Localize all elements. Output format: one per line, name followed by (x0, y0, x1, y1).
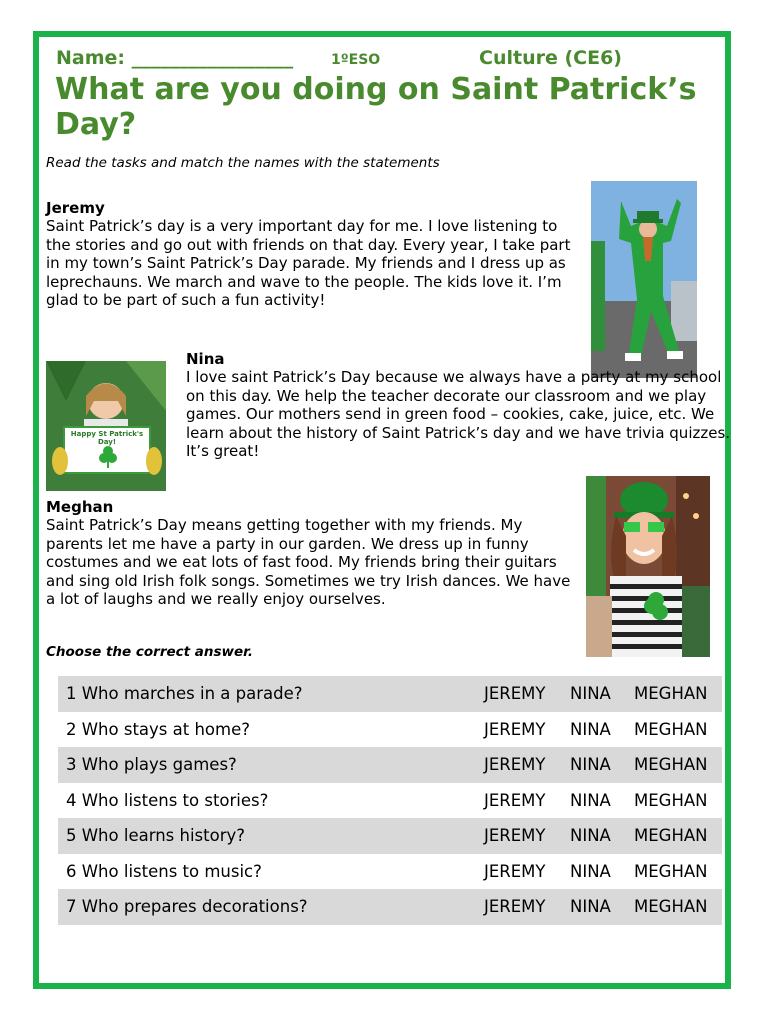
question-row (58, 747, 722, 783)
answer-option-meghan[interactable]: MEGHAN (634, 790, 708, 810)
answer-option-meghan[interactable]: MEGHAN (634, 826, 708, 846)
answer-option-jeremy[interactable]: JEREMY (484, 861, 546, 881)
answer-option-nina[interactable]: NINA (570, 684, 611, 704)
question-row (58, 783, 722, 819)
question-text: 6 Who listens to music? (66, 861, 262, 881)
meghan-text: Saint Patrick’s Day means getting together with my friends. My parents let me have a party in our garden. We dress up in funny costumes and we eat lots of fast food. My friends bring their guitars and sing old Irish folk songs. Sometimes we try Irish dances. We have a lot of laughs and we really enjoy ourselves. (46, 516, 571, 608)
question-text: 4 Who listens to stories? (66, 790, 269, 810)
jeremy-parade-photo (591, 181, 697, 378)
answer-option-nina[interactable]: NINA (570, 719, 611, 739)
nina-section (186, 350, 731, 461)
nina-name: Nina (186, 350, 225, 368)
answer-option-nina[interactable]: NINA (570, 755, 611, 775)
answer-option-nina[interactable]: NINA (570, 861, 611, 881)
meghan-name: Meghan (46, 498, 114, 516)
answer-option-jeremy[interactable]: JEREMY (484, 826, 546, 846)
choose-instruction: Choose the correct answer. (46, 644, 254, 660)
questions-table (58, 676, 722, 925)
meghan-party-photo (586, 476, 710, 657)
answer-option-jeremy[interactable]: JEREMY (484, 719, 546, 739)
answer-option-nina[interactable]: NINA (570, 826, 611, 846)
question-text: 3 Who plays games? (66, 755, 237, 775)
answer-option-jeremy[interactable]: JEREMY (484, 790, 546, 810)
page-title: What are you doing on Saint Patrick’s Day? (55, 72, 697, 142)
question-row (58, 889, 722, 925)
answer-option-nina[interactable]: NINA (570, 897, 611, 917)
question-row (58, 712, 722, 748)
question-text: 5 Who learns history? (66, 826, 246, 846)
question-text: 2 Who stays at home? (66, 719, 250, 739)
name-field: Name: _________________ (56, 47, 294, 69)
nina-party-photo (46, 361, 166, 491)
jeremy-name: Jeremy (46, 199, 105, 217)
answer-option-meghan[interactable]: MEGHAN (634, 897, 708, 917)
level-label: 1ºESO (331, 52, 381, 68)
jeremy-text: Saint Patrick’s day is a very important day for me. I love listening to the stories and go out with friends on that day. Every year, I take part in my town’s Saint Patrick’s Day parade. My friends and I dress up as leprechauns. We march and wave to the people. The kids love it. I’m glad to be part of such a fun activity! (46, 217, 571, 309)
question-row (58, 676, 722, 712)
answer-option-meghan[interactable]: MEGHAN (634, 755, 708, 775)
answer-option-jeremy[interactable]: JEREMY (484, 755, 546, 775)
question-row (58, 854, 722, 890)
answer-option-nina[interactable]: NINA (570, 790, 611, 810)
culture-label: Culture (CE6) (479, 47, 622, 69)
answer-option-meghan[interactable]: MEGHAN (634, 861, 708, 881)
instructions: Read the tasks and match the names with the statements (46, 155, 440, 171)
meghan-section (46, 498, 571, 609)
answer-option-meghan[interactable]: MEGHAN (634, 684, 708, 704)
question-row (58, 818, 722, 854)
answer-option-jeremy[interactable]: JEREMY (484, 897, 546, 917)
question-text: 7 Who prepares decorations? (66, 897, 308, 917)
nina-text: I love saint Patrick’s Day because we always have a party at my school on this day. We help the teacher decorate our classroom and we play games. Our mothers send in green food – cookies, cake, juice, etc. We learn about the history of Saint Patrick’s day and we have trivia quizzes. It’s great! (186, 368, 731, 460)
nina-sign-text: Happy St Patrick's Day! (70, 430, 144, 446)
answer-option-jeremy[interactable]: JEREMY (484, 684, 546, 704)
question-text: 1 Who marches in a parade? (66, 684, 303, 704)
jeremy-section (46, 199, 576, 310)
answer-option-meghan[interactable]: MEGHAN (634, 719, 708, 739)
